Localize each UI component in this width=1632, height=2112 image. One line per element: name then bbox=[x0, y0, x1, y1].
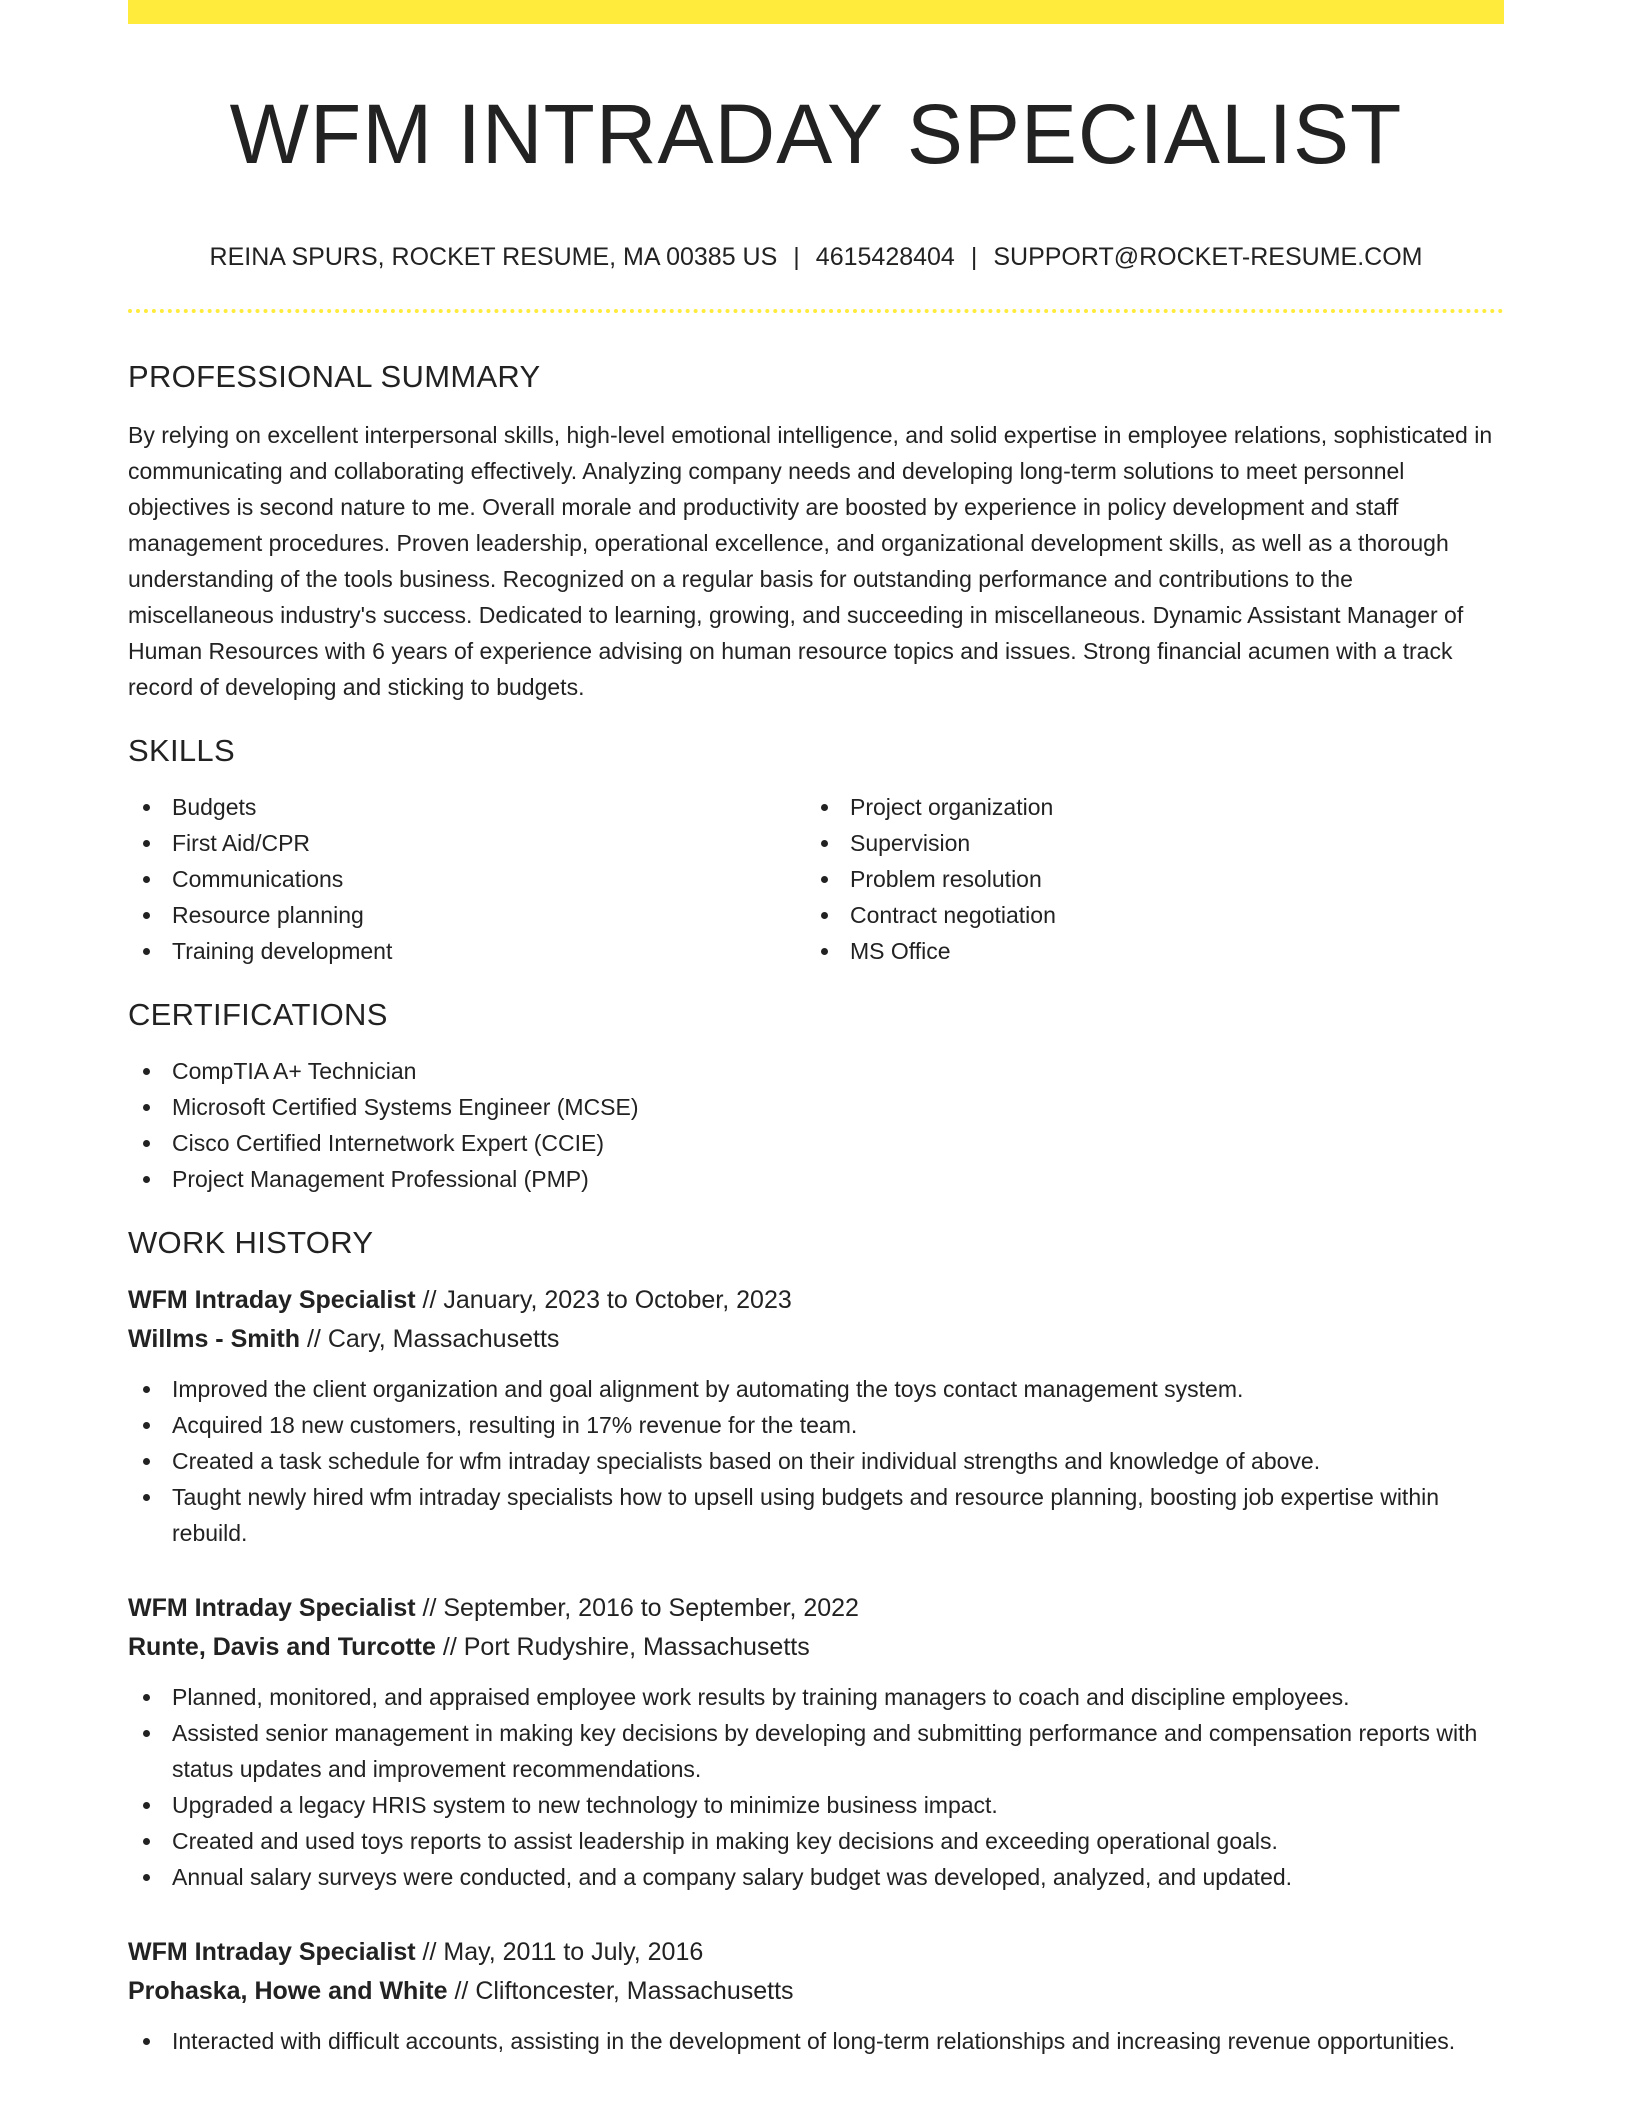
job-bullets bbox=[128, 2023, 1504, 2059]
job-separator: // bbox=[422, 1286, 437, 1314]
job-company: Willms - Smith bbox=[128, 1325, 301, 1353]
job-location: Port Rudyshire, Massachusetts bbox=[463, 1633, 810, 1661]
job-bullets bbox=[128, 1679, 1504, 1895]
skill-item: Contract negotiation bbox=[806, 897, 1484, 933]
job-dates: January, 2023 to October, 2023 bbox=[443, 1286, 792, 1314]
job-bullet: Created and used toys reports to assist leadership in making key decisions and exceeding operational goals. bbox=[128, 1823, 1504, 1859]
job-company-line bbox=[128, 1972, 1504, 2011]
job-bullet: Planned, monitored, and appraised employee work results by training managers to coach and discipline employees. bbox=[128, 1679, 1504, 1715]
job-separator: // bbox=[306, 1325, 321, 1353]
certifications-heading: CERTIFICATIONS bbox=[128, 997, 388, 1032]
certification-item: Project Management Professional (PMP) bbox=[128, 1161, 1504, 1197]
skills-heading: SKILLS bbox=[128, 733, 235, 768]
job-title-line bbox=[128, 1281, 1504, 1320]
job-location: Cary, Massachusetts bbox=[327, 1325, 560, 1353]
skill-item: MS Office bbox=[806, 933, 1484, 969]
contact-separator: | bbox=[793, 243, 800, 271]
job-company-line bbox=[128, 1628, 1504, 1667]
job-title: WFM Intraday Specialist bbox=[128, 1594, 416, 1622]
job-title: WFM Intraday Specialist bbox=[128, 1938, 416, 1966]
skill-item: First Aid/CPR bbox=[128, 825, 806, 861]
contact-address: REINA SPURS, ROCKET RESUME, MA 00385 US bbox=[209, 243, 778, 271]
job-separator: // bbox=[454, 1977, 469, 2005]
certification-item: Microsoft Certified Systems Engineer (MCSE) bbox=[128, 1089, 1504, 1125]
job-separator: // bbox=[442, 1633, 457, 1661]
skill-item: Communications bbox=[128, 861, 806, 897]
skills-column-right bbox=[806, 789, 1484, 969]
accent-top-bar bbox=[128, 0, 1504, 24]
skill-item: Budgets bbox=[128, 789, 806, 825]
summary-heading: PROFESSIONAL SUMMARY bbox=[128, 359, 541, 394]
certification-item: CompTIA A+ Technician bbox=[128, 1053, 1504, 1089]
skills-grid bbox=[128, 789, 1504, 969]
job-bullet: Improved the client organization and goal alignment by automating the toys contact management system. bbox=[128, 1371, 1504, 1407]
contact-line bbox=[128, 242, 1504, 272]
job-bullet: Interacted with difficult accounts, assisting in the development of long-term relationships and increasing revenue opportunities. bbox=[128, 2023, 1504, 2059]
resume-title: WFM INTRADAY SPECIALIST bbox=[229, 87, 1403, 181]
job-bullet: Upgraded a legacy HRIS system to new technology to minimize business impact. bbox=[128, 1787, 1504, 1823]
skill-item: Problem resolution bbox=[806, 861, 1484, 897]
certification-item: Cisco Certified Internetwork Expert (CCIE) bbox=[128, 1125, 1504, 1161]
skills-column-left bbox=[128, 789, 806, 969]
job-company: Runte, Davis and Turcotte bbox=[128, 1633, 436, 1661]
contact-phone: 4615428404 bbox=[815, 243, 955, 271]
certifications-list bbox=[128, 1053, 1504, 1197]
skill-item: Training development bbox=[128, 933, 806, 969]
resume-page bbox=[128, 0, 1504, 2059]
job-bullet: Assisted senior management in making key decisions by developing and submitting performance and compensation reports with status updates and improvement recommendations. bbox=[128, 1715, 1504, 1787]
job-entry bbox=[128, 1933, 1504, 2059]
job-bullet: Annual salary surveys were conducted, and a company salary budget was developed, analyzed, and updated. bbox=[128, 1859, 1504, 1895]
job-company-line bbox=[128, 1320, 1504, 1359]
summary-text: By relying on excellent interpersonal skills, high-level emotional intelligence, and solid expertise in employee relations, sophisticated in communicating and collaborating effectively. Analyzing company needs and developing long-term solutions to meet personnel objectives is second nature to me. Overall morale and productivity are boosted by experience in policy development and staff management procedures. Proven leadership, operational excellence, and organizational development skills, as well as a thorough understanding of the tools business. Recognized on a regular basis for outstanding performance and contributions to the miscellaneous industry's success. Dedicated to learning, growing, and succeeding in miscellaneous. Dynamic Assistant Manager of Human Resources with 6 years of experience advising on human resource topics and issues. Strong financial acumen with a track record of developing and sticking to budgets. bbox=[128, 422, 1493, 700]
job-company: Prohaska, Howe and White bbox=[128, 1977, 448, 2005]
skill-item: Resource planning bbox=[128, 897, 806, 933]
skill-item: Supervision bbox=[806, 825, 1484, 861]
job-dates: May, 2011 to July, 2016 bbox=[443, 1938, 704, 1966]
job-entry bbox=[128, 1589, 1504, 1895]
job-entry bbox=[128, 1281, 1504, 1551]
dotted-divider bbox=[128, 309, 1504, 313]
job-separator: // bbox=[422, 1594, 437, 1622]
job-title-line bbox=[128, 1589, 1504, 1628]
job-dates: September, 2016 to September, 2022 bbox=[443, 1594, 859, 1622]
job-bullet: Created a task schedule for wfm intraday specialists based on their individual strengths and knowledge of above. bbox=[128, 1443, 1504, 1479]
skill-item: Project organization bbox=[806, 789, 1484, 825]
job-bullet: Acquired 18 new customers, resulting in 17% revenue for the team. bbox=[128, 1407, 1504, 1443]
job-title-line bbox=[128, 1933, 1504, 1972]
work-history-heading: WORK HISTORY bbox=[128, 1225, 374, 1260]
job-title: WFM Intraday Specialist bbox=[128, 1286, 416, 1314]
contact-separator: | bbox=[970, 243, 978, 271]
job-location: Cliftoncester, Massachusetts bbox=[475, 1977, 794, 2005]
job-bullets bbox=[128, 1371, 1504, 1551]
job-bullet: Taught newly hired wfm intraday specialists how to upsell using budgets and resource planning, boosting job expertise within rebuild. bbox=[128, 1479, 1504, 1551]
job-separator: // bbox=[422, 1938, 437, 1966]
contact-email: SUPPORT@ROCKET-RESUME.COM bbox=[993, 243, 1423, 271]
